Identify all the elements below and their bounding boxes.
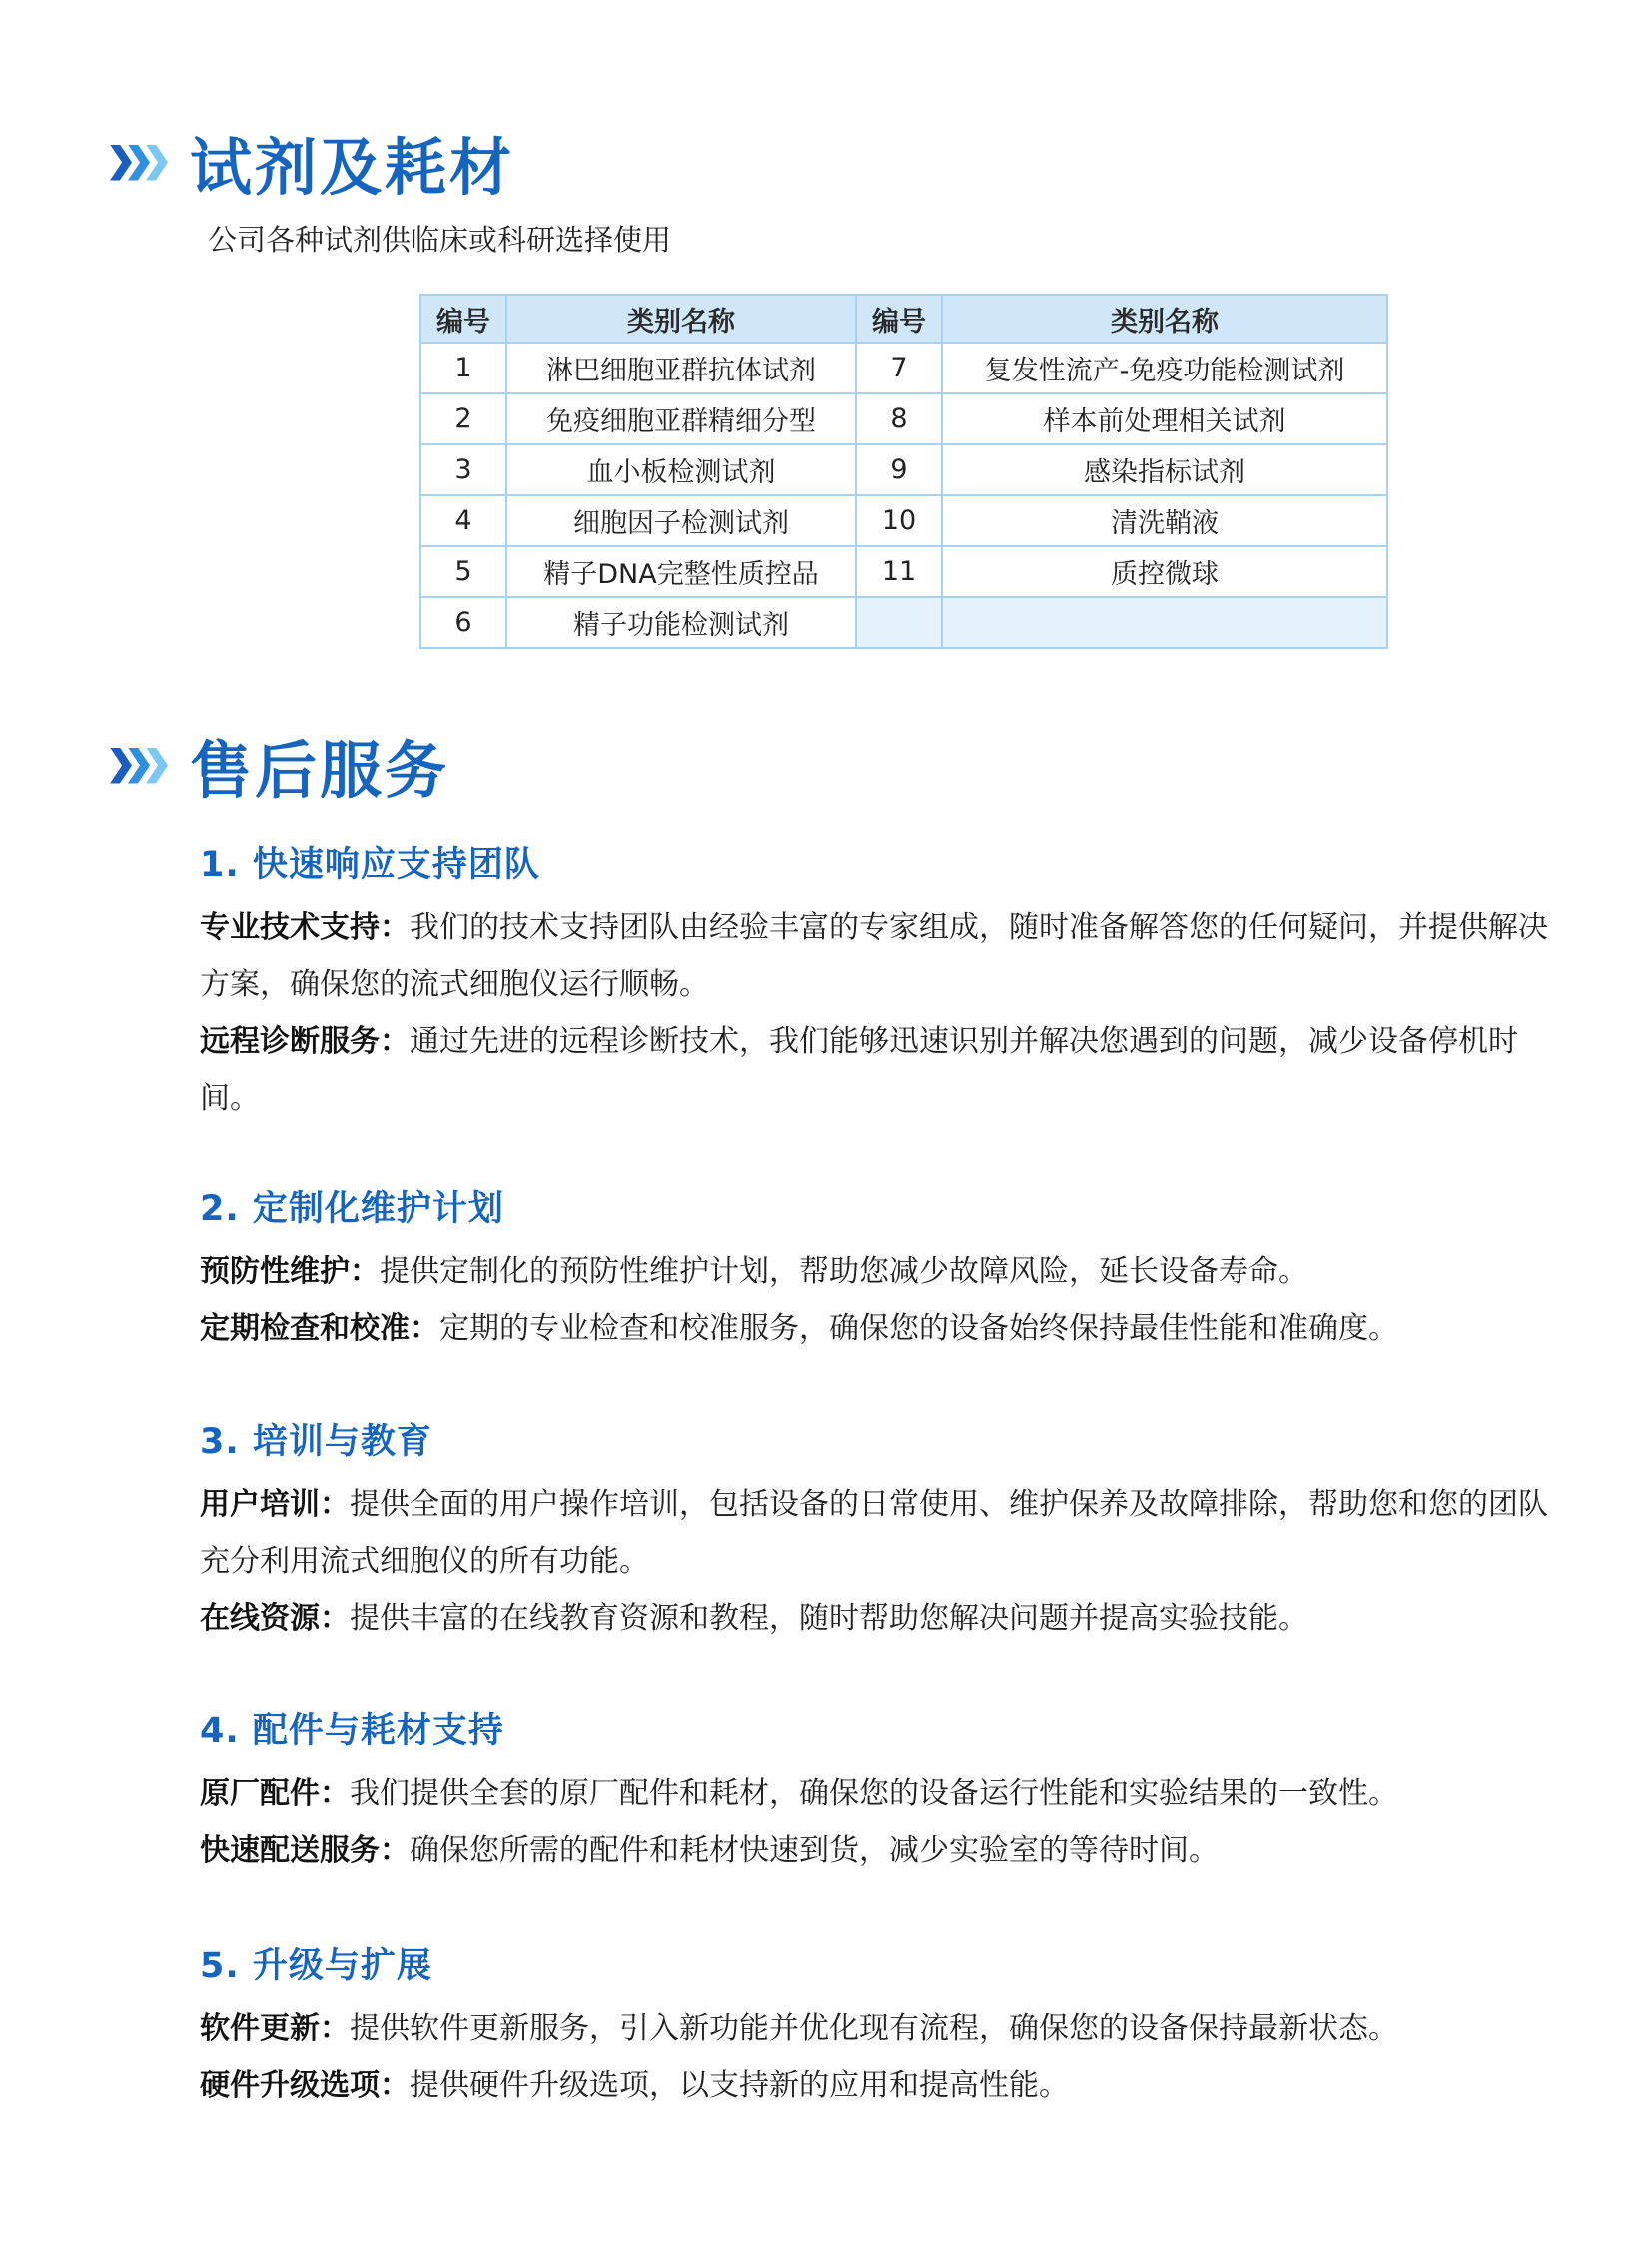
cell-name: 血小板检测试剂 [506,444,856,495]
service-item-text: 提供软件更新服务，引入新功能并优化现有流程，确保您的设备保持最新状态。 [350,2011,1398,2046]
service-item-label: 硬件升级选项： [200,2068,410,2103]
service-item-label: 远程诊断服务： [200,1024,410,1059]
cell-no: 10 [856,495,942,546]
service-section-title: 2. 定制化维护计划 [200,1189,504,1229]
service-item [200,1765,1558,1822]
cell-empty [856,597,942,648]
service-section [200,1414,1598,1647]
cell-no: 2 [420,393,506,444]
cell-no: 9 [856,444,942,495]
service-section-title: 1. 快速响应支持团队 [200,845,540,885]
table-row [420,343,1387,393]
reagents-section-header [110,118,514,207]
cell-no: 4 [420,495,506,546]
service-section-title: 3. 培训与教育 [200,1422,432,1462]
table-row [420,444,1387,495]
table-row [420,546,1387,597]
cell-name: 细胞因子检测试剂 [506,495,856,546]
service-item [200,1822,1558,1878]
service-item-label: 软件更新： [200,2011,350,2046]
service-section-title: 4. 配件与耗材支持 [200,1711,504,1751]
service-item-label: 快速配送服务： [200,1833,410,1868]
table-row [420,597,1387,648]
service-item [200,1476,1558,1590]
cell-name: 免疫细胞亚群精细分型 [506,393,856,444]
cell-name: 质控微球 [942,546,1387,597]
chevron-arrows-icon [110,145,164,181]
service-item [200,2000,1558,2057]
header-name: 类别名称 [942,295,1387,343]
cell-name: 感染指标试剂 [942,444,1387,495]
cell-no: 8 [856,393,942,444]
header-no: 编号 [856,295,942,343]
cell-name: 淋巴细胞亚群抗体试剂 [506,343,856,393]
service-item-label: 专业技术支持： [200,910,410,945]
service-item-label: 用户培训： [200,1487,350,1522]
cell-name: 清洗鞘液 [942,495,1387,546]
service-section [200,1938,1598,2114]
service-section-header [110,721,449,810]
service-item-text: 提供定制化的预防性维护计划，帮助您减少故障风险，延长设备寿命。 [380,1254,1308,1289]
service-item-label: 原厂配件： [200,1776,350,1811]
service-item [200,1300,1558,1357]
service-item [200,899,1558,1013]
cell-no: 1 [420,343,506,393]
cell-no: 3 [420,444,506,495]
service-item [200,1243,1558,1300]
table-row [420,495,1387,546]
service-item-text: 提供丰富的在线教育资源和教程，随时帮助您解决问题并提高实验技能。 [350,1601,1308,1636]
service-section [200,1703,1598,1878]
service-item-text: 提供硬件升级选项，以支持新的应用和提高性能。 [410,2068,1069,2103]
cell-no: 6 [420,597,506,648]
cell-name: 复发性流产-免疫功能检测试剂 [942,343,1387,393]
cell-name: 精子DNA完整性质控品 [506,546,856,597]
service-title: 售后服务 [190,734,450,807]
cell-name: 样本前处理相关试剂 [942,393,1387,444]
table-row [420,393,1387,444]
service-item [200,2057,1558,2114]
header-name: 类别名称 [506,295,856,343]
reagents-title: 试剂及耗材 [190,131,515,204]
reagents-intro: 公司各种试剂供临床或科研选择使用 [208,223,672,257]
service-item-label: 在线资源： [200,1601,350,1636]
service-item-label: 定期检查和校准： [200,1311,439,1346]
header-no: 编号 [420,295,506,343]
cell-empty [942,597,1387,648]
cell-name: 精子功能检测试剂 [506,597,856,648]
cell-no: 11 [856,546,942,597]
cell-no: 5 [420,546,506,597]
service-item-text: 我们的技术支持团队由经验丰富的专家组成，随时准备解答您的任何疑问，并提供解决方案，确保您的流式细胞仪运行顺畅。 [200,910,1548,1002]
service-item-text: 提供全面的用户操作培训，包括设备的日常使用、维护保养及故障排除，帮助您和您的团队充分利用流式细胞仪的所有功能。 [200,1487,1548,1579]
service-item [200,1013,1558,1126]
service-item-text: 确保您所需的配件和耗材快速到货，减少实验室的等待时间。 [410,1833,1219,1868]
service-item-text: 我们提供全套的原厂配件和耗材，确保您的设备运行性能和实验结果的一致性。 [350,1776,1398,1811]
service-item-text: 定期的专业检查和校准服务，确保您的设备始终保持最佳性能和准确度。 [439,1311,1398,1346]
service-item-text: 通过先进的远程诊断技术，我们能够迅速识别并解决您遇到的问题，减少设备停机时间。 [200,1024,1518,1116]
service-section [200,837,1598,1126]
cell-no: 7 [856,343,942,393]
service-section-title: 5. 升级与扩展 [200,1946,432,1986]
service-item-label: 预防性维护： [200,1254,380,1289]
chevron-arrows-icon [110,748,164,784]
service-section [200,1181,1598,1357]
service-item [200,1590,1558,1647]
table-header-row [420,295,1387,343]
reagents-table [419,294,1388,649]
